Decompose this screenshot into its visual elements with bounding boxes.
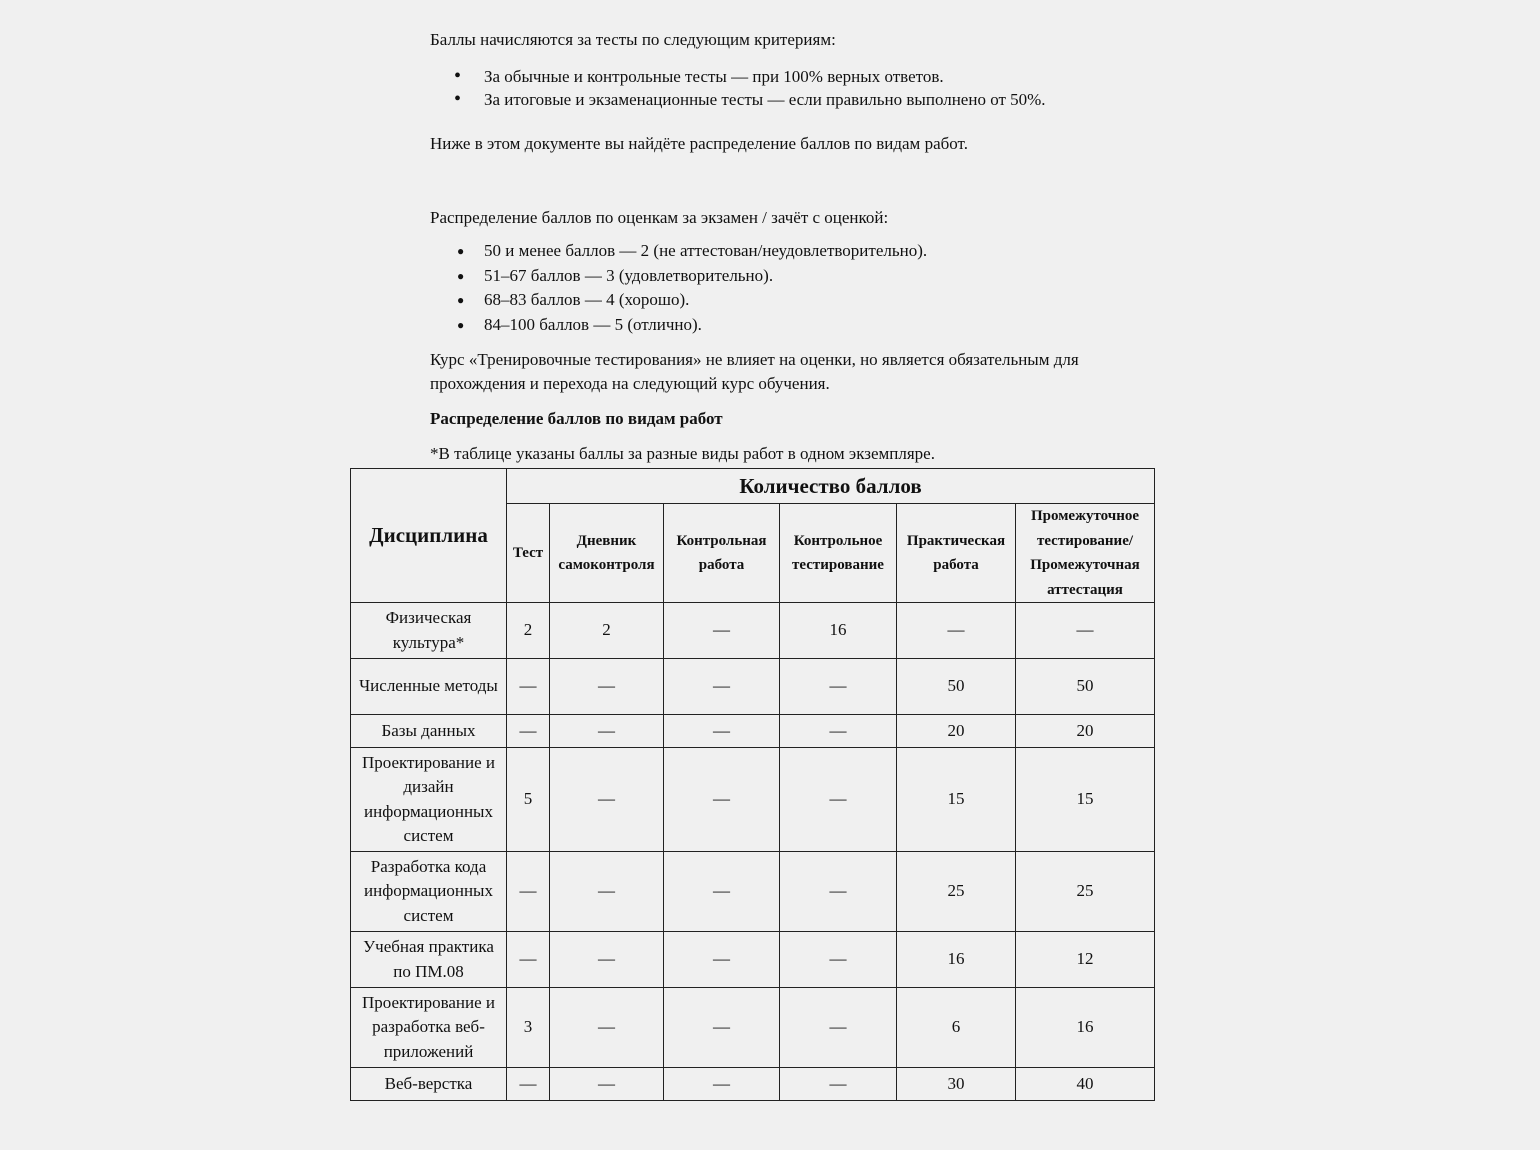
cell: —	[550, 1068, 664, 1101]
cell: —	[550, 932, 664, 988]
cell: —	[550, 748, 664, 852]
cell: —	[664, 1068, 780, 1101]
cell: 15	[897, 748, 1016, 852]
table-row	[351, 659, 1155, 715]
discipline-name: Веб-верстка	[351, 1068, 507, 1101]
cell: —	[664, 603, 780, 659]
table-row	[351, 932, 1155, 988]
cell: 2	[507, 603, 550, 659]
cell: 30	[897, 1068, 1016, 1101]
cell: —	[780, 852, 897, 932]
column-header: Дневник самоконтроля	[550, 504, 664, 603]
grades-heading: Распределение баллов по оценкам за экзамен / зачёт с оценкой:	[430, 208, 889, 227]
cell: —	[780, 932, 897, 988]
table-row	[351, 715, 1155, 748]
cell: 40	[1016, 1068, 1155, 1101]
cell: 3	[507, 988, 550, 1068]
discipline-header: Дисциплина	[351, 469, 507, 603]
cell: 16	[897, 932, 1016, 988]
list-item: ● 84–100 баллов — 5 (отлично).	[430, 313, 927, 338]
discipline-name: Учебная практика по ПМ.08	[351, 932, 507, 988]
cell: 15	[1016, 748, 1155, 852]
cell: —	[550, 715, 664, 748]
column-header: Контрольная работа	[664, 504, 780, 603]
list-item: • За обычные и контрольные тесты — при 100% верных ответов.	[430, 65, 1046, 88]
scores-table	[350, 468, 1155, 1101]
table-row	[351, 1068, 1155, 1101]
cell: 16	[1016, 988, 1155, 1068]
cell: —	[664, 715, 780, 748]
cell: —	[780, 1068, 897, 1101]
list-item: • За итоговые и экзаменационные тесты — если правильно выполнено от 50%.	[430, 88, 1046, 111]
discipline-name: Проектирование и разработка веб-приложений	[351, 988, 507, 1068]
cell: 50	[1016, 659, 1155, 715]
discipline-name: Физическая культура*	[351, 603, 507, 659]
column-header: Контрольное тестирование	[780, 504, 897, 603]
cell: 16	[780, 603, 897, 659]
list-item: ● 51–67 баллов — 3 (удовлетворительно).	[430, 264, 927, 289]
discipline-name: Базы данных	[351, 715, 507, 748]
grades-list	[430, 239, 927, 337]
cell: 50	[897, 659, 1016, 715]
cell: 2	[550, 603, 664, 659]
cell: —	[780, 988, 897, 1068]
cell: —	[507, 932, 550, 988]
discipline-name: Разработка кода информационных систем	[351, 852, 507, 932]
cell: 25	[897, 852, 1016, 932]
cell: 6	[897, 988, 1016, 1068]
table-row	[351, 988, 1155, 1068]
distribution-heading: Распределение баллов по видам работ	[430, 409, 723, 428]
cell: —	[780, 659, 897, 715]
list-item: ● 68–83 баллов — 4 (хорошо).	[430, 288, 927, 313]
cell: —	[664, 659, 780, 715]
cell: —	[664, 748, 780, 852]
cell: —	[507, 1068, 550, 1101]
cell: —	[507, 659, 550, 715]
cell: 5	[507, 748, 550, 852]
cell: —	[897, 603, 1016, 659]
table-row	[351, 748, 1155, 852]
table-footnote: *В таблице указаны баллы за разные виды работ в одном экземпляре.	[430, 444, 935, 463]
cell: —	[1016, 603, 1155, 659]
cell: —	[780, 748, 897, 852]
table-row	[351, 603, 1155, 659]
criteria-heading: Баллы начисляются за тесты по следующим критериям:	[430, 30, 836, 49]
points-group-header: Количество баллов	[507, 469, 1155, 504]
cell: —	[550, 988, 664, 1068]
below-note: Ниже в этом документе вы найдёте распределение баллов по видам работ.	[430, 134, 968, 153]
cell: 25	[1016, 852, 1155, 932]
cell: —	[664, 852, 780, 932]
column-header: Промежуточное тестирование/ Промежуточная аттестация	[1016, 504, 1155, 603]
cell: 20	[897, 715, 1016, 748]
course-note-line2: прохождения и перехода на следующий курс обучения.	[430, 374, 830, 393]
cell: —	[664, 988, 780, 1068]
list-item: ● 50 и менее баллов — 2 (не аттестован/неудовлетворительно).	[430, 239, 927, 264]
criteria-list	[430, 65, 1046, 111]
cell: 20	[1016, 715, 1155, 748]
cell: —	[550, 852, 664, 932]
table-row	[351, 852, 1155, 932]
cell: —	[780, 715, 897, 748]
column-header: Тест	[507, 504, 550, 603]
column-header: Практическая работа	[897, 504, 1016, 603]
cell: —	[664, 932, 780, 988]
cell: 12	[1016, 932, 1155, 988]
course-note-line1: Курс «Тренировочные тестирования» не влияет на оценки, но является обязательным для	[430, 350, 1079, 369]
cell: —	[550, 659, 664, 715]
cell: —	[507, 715, 550, 748]
cell: —	[507, 852, 550, 932]
discipline-name: Проектирование и дизайн информационных систем	[351, 748, 507, 852]
discipline-name: Численные методы	[351, 659, 507, 715]
